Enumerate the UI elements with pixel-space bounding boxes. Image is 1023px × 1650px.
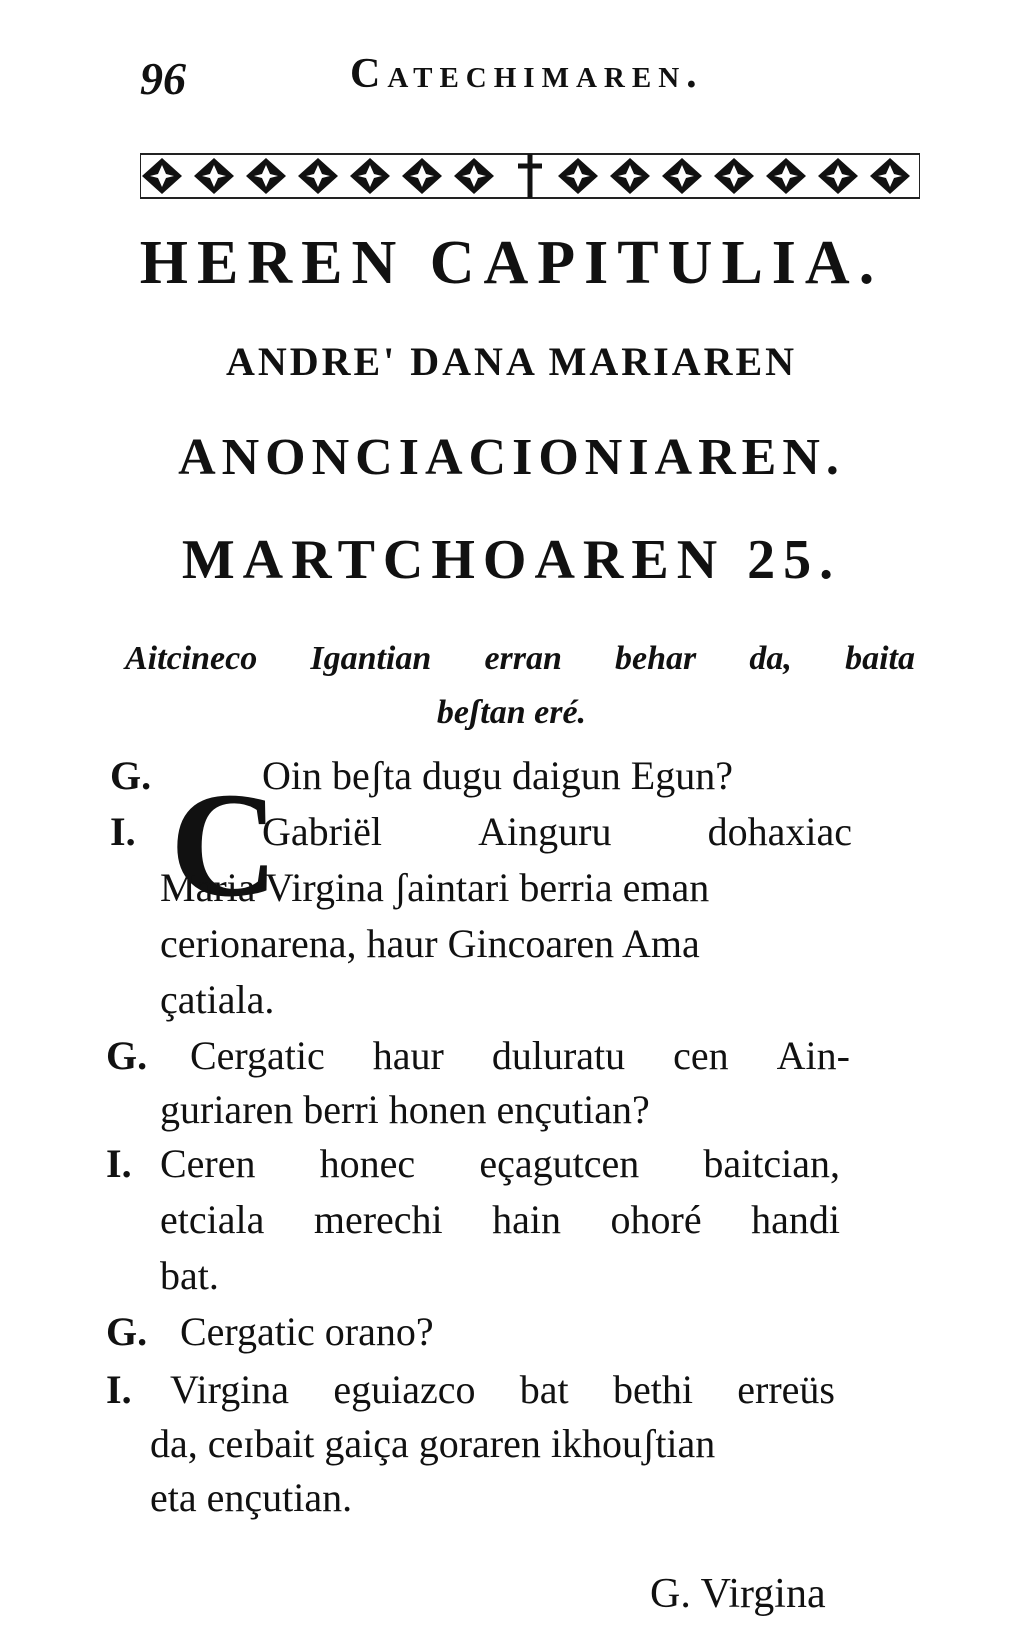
word: eguiazco xyxy=(333,1367,476,1412)
word: Cergatic xyxy=(190,1033,325,1078)
ornamental-border xyxy=(140,150,920,202)
answer-line xyxy=(262,808,852,855)
word: hain xyxy=(492,1197,562,1242)
running-head: Catechimaren. xyxy=(350,51,704,97)
answer-line: bat. xyxy=(160,1253,219,1298)
answer-line xyxy=(160,1140,840,1187)
word: bat xyxy=(519,1367,569,1412)
word: baita xyxy=(845,640,915,677)
feast-date: MARTCHOAREN 25. xyxy=(181,529,842,591)
word: Virgina xyxy=(170,1367,290,1412)
question-line xyxy=(190,1032,850,1079)
answer-line: Maria Virgina ʃaintari berria eman xyxy=(160,865,710,910)
word: handi xyxy=(751,1197,840,1242)
answer-line xyxy=(160,1196,840,1243)
word: Gabriël xyxy=(262,809,382,854)
speaker-label: G. xyxy=(106,1309,148,1354)
word: eçagutcen xyxy=(479,1141,640,1186)
chapter-title: HEREN CAPITULIA. xyxy=(139,229,884,297)
word: duluratu xyxy=(491,1033,626,1078)
speaker-label: I. xyxy=(106,1367,132,1412)
word: baitcian, xyxy=(703,1141,840,1186)
epigraph-line xyxy=(125,640,915,678)
answer-line: eta ençutian. xyxy=(150,1475,353,1520)
word: ohoré xyxy=(610,1197,702,1242)
word: behar xyxy=(615,640,697,677)
word: merechi xyxy=(313,1197,443,1242)
question-line: guriaren berri honen ençutian? xyxy=(160,1087,650,1132)
word: Aitcineco xyxy=(125,640,258,677)
word: etciala xyxy=(160,1197,265,1242)
word: bethi xyxy=(612,1367,693,1412)
answer-line: cerionarena, haur Gincoaren Ama xyxy=(160,921,700,966)
word: da, xyxy=(749,640,792,677)
drop-cap: C xyxy=(170,762,279,928)
word: erran xyxy=(484,640,562,677)
answer-line: çatiala. xyxy=(160,977,275,1022)
word: haur xyxy=(372,1033,444,1078)
answer-line: da, ceɪbait gaiça goraren ikhouʃtian xyxy=(150,1421,716,1466)
speaker-label: G. xyxy=(110,753,152,798)
catchword: G. Virgina xyxy=(650,1571,826,1617)
epigraph-line: beʃtan eré. xyxy=(436,694,587,731)
word: dohaxiac xyxy=(707,809,852,854)
feast-title-line: ANONCIACIONIAREN. xyxy=(178,429,845,486)
word: Igantian xyxy=(310,640,432,677)
word: erreüs xyxy=(737,1367,835,1412)
speaker-label: G. xyxy=(106,1033,148,1078)
word: honec xyxy=(319,1141,416,1186)
page-number: 96 xyxy=(140,53,186,104)
word: Ceren xyxy=(160,1141,256,1186)
speaker-label: I. xyxy=(106,1141,132,1186)
word: Ainguru xyxy=(478,809,612,854)
question-text: Oin beʃta dugu daigun Egun? xyxy=(262,753,733,798)
answer-line xyxy=(170,1366,835,1413)
word: cen xyxy=(673,1033,729,1078)
word: Ain- xyxy=(776,1033,850,1078)
feast-title-line: ANDRE' DANA MARIAREN xyxy=(225,339,798,384)
question-text: Cergatic orano? xyxy=(180,1309,434,1354)
speaker-label: I. xyxy=(110,809,136,854)
